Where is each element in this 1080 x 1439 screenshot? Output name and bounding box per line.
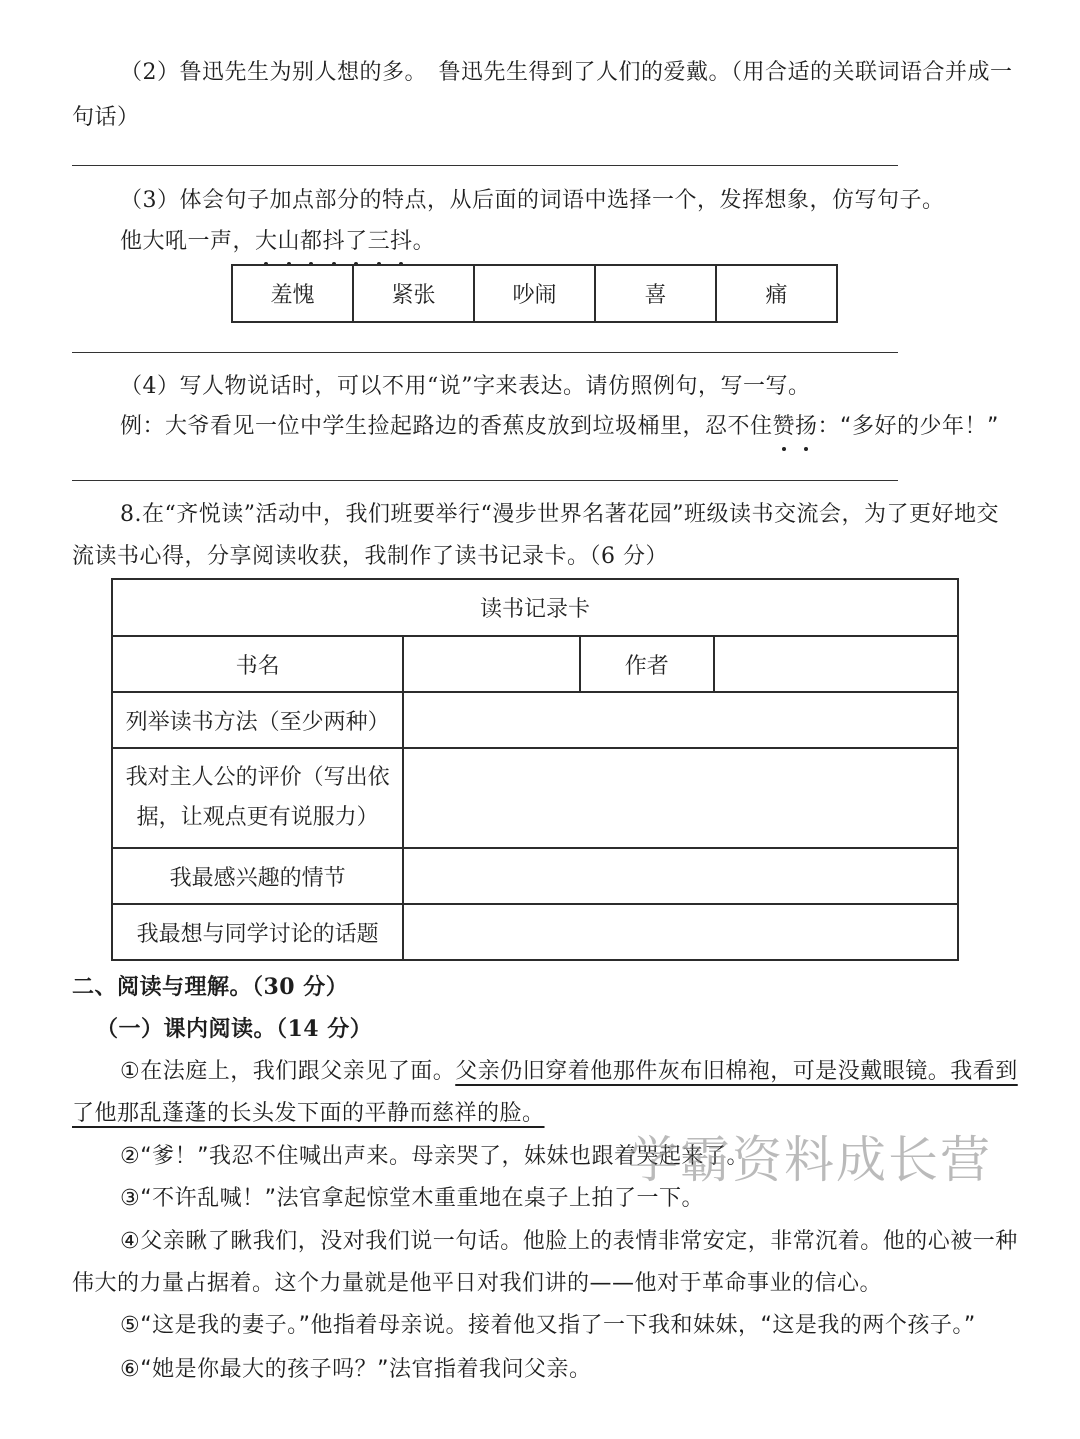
passage-p5: ⑤“这是我的妻子。”他指着母亲说。接着他又指了一下我和妹妹，“这是我的两个孩子。” xyxy=(120,1313,976,1338)
q7-item3-example xyxy=(120,227,435,257)
favorite-plot-label: 我最感兴趣的情节 xyxy=(112,848,403,904)
card-title: 读书记录卡 xyxy=(112,579,958,636)
word-option: 喜 xyxy=(595,265,716,322)
example-lead: 例：大爷看见一位中学生捡起路边的香蕉皮放到垃圾桶里，忍不住 xyxy=(120,414,773,439)
dotted-char: 都 xyxy=(300,227,323,257)
reading-methods-field xyxy=(403,692,958,748)
word-option: 紧张 xyxy=(353,265,474,322)
q7-item2-line2: 句话） xyxy=(72,105,140,130)
answer-line-item2 xyxy=(72,165,898,166)
dotted-char: 抖 xyxy=(323,227,346,257)
dotted-char: 扬 xyxy=(795,412,818,442)
dotted-char: 大 xyxy=(255,227,278,257)
section2-heading: 二、阅读与理解。（30 分） xyxy=(72,974,349,1000)
example-end: ：“多好的少年！” xyxy=(817,414,999,439)
passage-p4: ④父亲瞅了瞅我们，没对我们说一句话。他脸上的表情非常安定，非常沉着。他的心被一种 xyxy=(120,1229,1018,1254)
favorite-plot-field xyxy=(403,848,958,904)
example-end: 。 xyxy=(412,229,436,254)
passage-p1-cont: 了他那乱蓬蓬的长头发下面的平静而慈祥的脸。 xyxy=(72,1101,545,1126)
q7-item4-example xyxy=(120,412,999,442)
passage-p3: ③“不许乱喊！”法官拿起惊堂木重重地在桌子上拍了一下。 xyxy=(120,1186,705,1211)
label-line: 据，让观点更有说服力） xyxy=(136,805,379,830)
word-option: 痛 xyxy=(716,265,837,322)
label-line: 我对主人公的评价（写出依 xyxy=(125,765,390,790)
passage-p4-cont: 伟大的力量占据着。这个力量就是他平日对我们讲的——他对于革命事业的信心。 xyxy=(72,1271,883,1296)
dotted-char: 三 xyxy=(368,227,391,257)
p1-underlined: 父亲仍旧穿着他那件灰布旧棉袍，可是没戴眼镜。我看到 xyxy=(455,1059,1018,1084)
p1-plain: ①在法庭上，我们跟父亲见了面。 xyxy=(120,1059,456,1084)
section2-subheading: （一）课内阅读。（14 分） xyxy=(96,1016,373,1042)
answer-line-item3 xyxy=(72,352,898,353)
q8-line1: 8.在“齐悦读”活动中，我们班要举行“漫步世界名著花园”班级读书交流会，为了更好地交 xyxy=(120,502,999,527)
book-name-label: 书名 xyxy=(112,636,403,692)
watermark: 学霸资料成长营 xyxy=(628,1131,992,1189)
protagonist-evaluation-field xyxy=(403,748,958,848)
word-options-table xyxy=(231,264,838,323)
passage-p1 xyxy=(120,1057,1018,1087)
q8-line2: 流读书心得，分享阅读收获，我制作了读书记录卡。（6 分） xyxy=(72,544,668,569)
passage-p2: ②“爹！”我忍不住喊出声来。母亲哭了，妹妹也跟着哭起来了。 xyxy=(120,1144,750,1169)
dotted-char: 了 xyxy=(345,227,368,257)
dotted-char: 赞 xyxy=(773,412,796,442)
q7-item2-line1: （2）鲁迅先生为别人想的多。 鲁迅先生得到了人们的爱戴。（用合适的关联词语合并成一 xyxy=(120,60,1013,85)
protagonist-evaluation-label xyxy=(112,748,403,848)
reading-methods-label: 列举读书方法（至少两种） xyxy=(112,692,403,748)
dotted-char: 抖 xyxy=(390,227,413,257)
answer-line-item4 xyxy=(72,480,898,481)
reading-record-card xyxy=(111,578,959,961)
example-lead: 他大吼一声， xyxy=(120,229,256,254)
book-name-field xyxy=(403,636,580,692)
discussion-topic-field xyxy=(403,904,958,960)
word-option: 吵闹 xyxy=(474,265,595,322)
passage-p6: ⑥“她是你最大的孩子吗？”法官指着我问父亲。 xyxy=(120,1357,592,1382)
discussion-topic-label: 我最想与同学讨论的话题 xyxy=(112,904,403,960)
q7-item4-prompt: （4）写人物说话时，可以不用“说”字来表达。请仿照例句，写一写。 xyxy=(120,374,811,399)
author-field xyxy=(714,636,958,692)
q7-item3-prompt: （3）体会句子加点部分的特点，从后面的词语中选择一个，发挥想象，仿写句子。 xyxy=(120,188,945,213)
dotted-char: 山 xyxy=(278,227,301,257)
word-option: 羞愧 xyxy=(232,265,353,322)
author-label: 作者 xyxy=(580,636,714,692)
